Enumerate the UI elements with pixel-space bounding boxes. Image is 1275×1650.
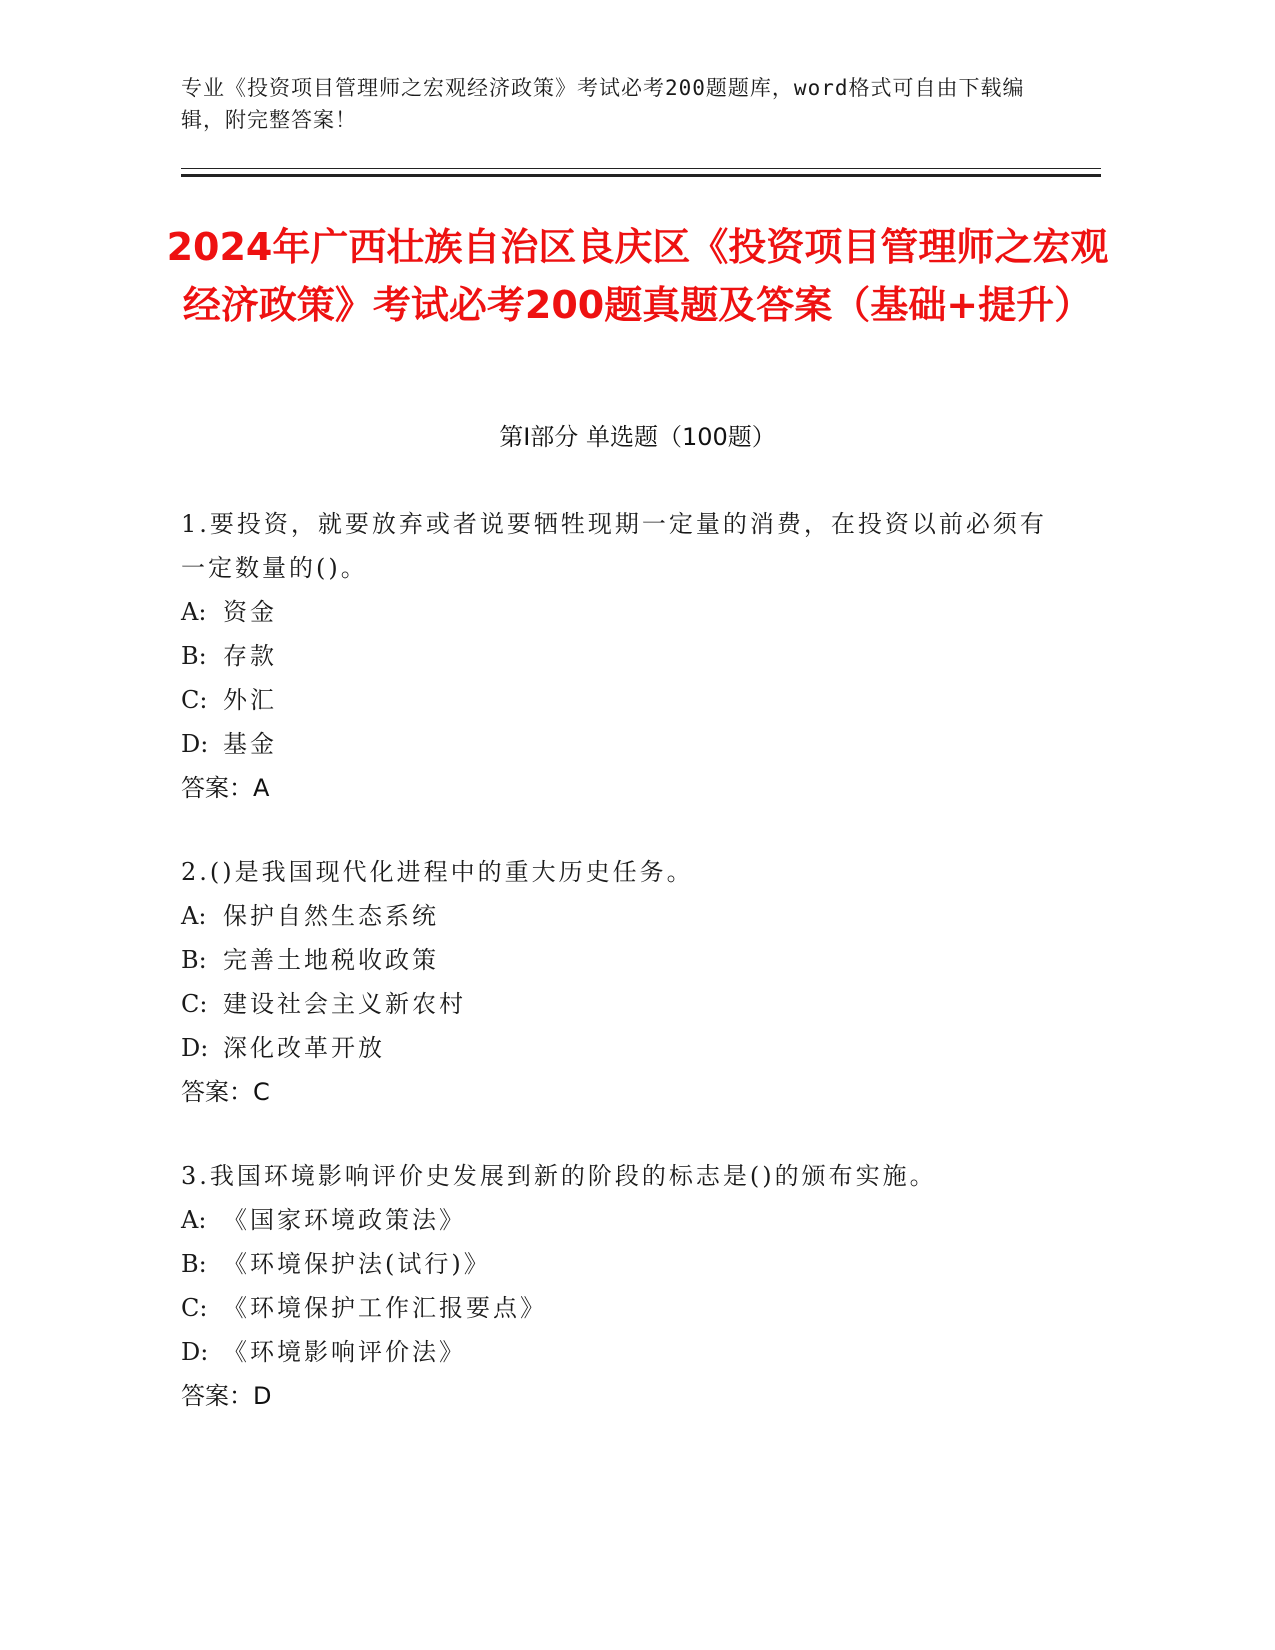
header-divider-thin (181, 168, 1101, 169)
option-text: 资金 (223, 598, 277, 626)
question-item (181, 1154, 1061, 1418)
question-item (181, 502, 1061, 810)
option-text: 保护自然生态系统 (223, 902, 439, 930)
question-option (181, 1242, 1061, 1286)
option-text: 存款 (223, 642, 277, 670)
question-option (181, 982, 1061, 1026)
section-title: 第Ⅰ部分 单选题（100题） (499, 423, 776, 451)
option-letter: B: (181, 946, 207, 974)
option-letter: C: (181, 1294, 208, 1322)
option-letter: B: (181, 1250, 207, 1278)
question-option (181, 938, 1061, 982)
question-option (181, 678, 1061, 722)
question-answer: 答案：C (181, 1078, 270, 1106)
question-stem: 3.我国环境影响评价史发展到新的阶段的标志是()的颁布实施。 (181, 1162, 937, 1190)
option-letter: B: (181, 642, 207, 670)
question-answer: 答案：D (181, 1382, 272, 1410)
header-note: 专业《投资项目管理师之宏观经济政策》考试必考200题题库，word格式可自由下载编辑，附完整答案！ (181, 76, 1025, 132)
question-list (181, 502, 1061, 1458)
question-option (181, 1330, 1061, 1374)
question-option (181, 634, 1061, 678)
option-text: 《环境保护工作汇报要点》 (223, 1294, 547, 1322)
option-letter: A: (181, 598, 207, 626)
option-text: 建设社会主义新农村 (223, 990, 466, 1018)
option-text: 《国家环境政策法》 (223, 1206, 466, 1234)
option-text: 《环境影响评价法》 (223, 1338, 466, 1366)
option-text: 深化改革开放 (223, 1034, 385, 1062)
question-item (181, 850, 1061, 1114)
option-text: 外汇 (223, 686, 277, 714)
option-letter: D: (181, 1034, 209, 1062)
option-text: 基金 (223, 730, 277, 758)
option-text: 完善土地税收政策 (223, 946, 439, 974)
option-letter: A: (181, 902, 207, 930)
header-divider-thick (181, 174, 1101, 177)
option-letter: C: (181, 990, 208, 1018)
question-option (181, 894, 1061, 938)
question-stem: 1.要投资，就要放弃或者说要牺牲现期一定量的消费，在投资以前必须有一定数量的()。 (181, 510, 1047, 582)
question-option (181, 1286, 1061, 1330)
option-text: 《环境保护法(试行)》 (223, 1250, 491, 1278)
question-option (181, 1198, 1061, 1242)
option-letter: A: (181, 1206, 207, 1234)
option-letter: C: (181, 686, 208, 714)
question-option (181, 590, 1061, 634)
question-option (181, 722, 1061, 766)
option-letter: D: (181, 1338, 209, 1366)
question-stem: 2.()是我国现代化进程中的重大历史任务。 (181, 858, 694, 886)
option-letter: D: (181, 730, 209, 758)
question-option (181, 1026, 1061, 1070)
question-answer: 答案：A (181, 774, 270, 802)
document-title: 2024年广西壮族自治区良庆区《投资项目管理师之宏观经济政策》考试必考200题真题及答案（基础+提升） (166, 225, 1109, 327)
